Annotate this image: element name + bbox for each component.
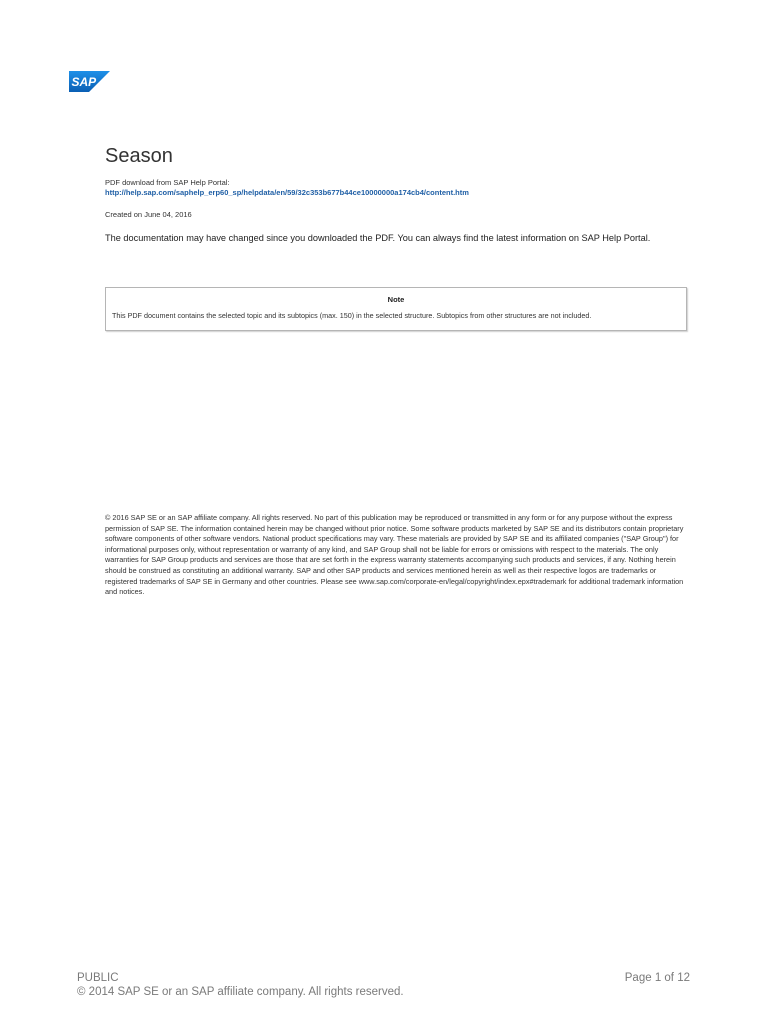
- note-text: This PDF document contains the selected topic and its subtopics (max. 150) in the selected structure. Subtopics from other structures are not included.: [112, 311, 592, 320]
- changed-notice: The documentation may have changed since you downloaded the PDF. You can always find the latest information on SAP Help Portal.: [105, 233, 651, 243]
- sap-logo-icon: [69, 71, 110, 92]
- copyright-notice: © 2016 SAP SE or an SAP affiliate company. All rights reserved. No part of this publication may be reproduced or transmitted in any form or for any purpose without the express permission of SAP SE. The information contained herein may be changed without prior notice. Some software products marketed by SAP SE and its distributors contain proprietary software components of other software vendors. National product specifications may vary. These materials are provided by SAP SE and its affiliated companies ("SAP Group") for informational purposes only, without representation or warranty of any kind, and SAP Group shall not be liable for errors or omissions with respect to the materials. The only warranties for SAP Group products and services are those that are set forth in the express warranty statements accompanying such products and services, if any. Nothing herein should be construed as constituting an additional warranty. SAP and other SAP products and services mentioned herein as well as their respective logos are trademarks or registered trademarks of SAP SE in Germany and other countries. Please see www.sap.com/corporate-en/legal/copyright/index.epx#trademark for additional trademark information and notices.: [105, 513, 684, 597]
- page-number: Page 1 of 12: [624, 972, 690, 984]
- note-title: Note: [387, 295, 405, 304]
- document-header: [105, 144, 689, 244]
- sap-logo: [69, 71, 110, 92]
- footer-copyright: © 2014 SAP SE or an SAP affiliate company. All rights reserved.: [77, 986, 404, 998]
- created-date: Created on June 04, 2016: [105, 210, 192, 219]
- footer-classification: PUBLIC: [77, 972, 119, 984]
- note-box: [105, 287, 687, 331]
- download-link[interactable]: http://help.sap.com/saphelp_erp60_sp/helpdata/en/59/32c353b677b44ce10000000a174cb4/content.htm: [105, 188, 469, 197]
- download-label: PDF download from SAP Help Portal:: [105, 178, 230, 187]
- sap-logo-text: SAP: [71, 75, 97, 89]
- page-footer-left: [77, 971, 404, 999]
- page-title: Season: [105, 145, 173, 167]
